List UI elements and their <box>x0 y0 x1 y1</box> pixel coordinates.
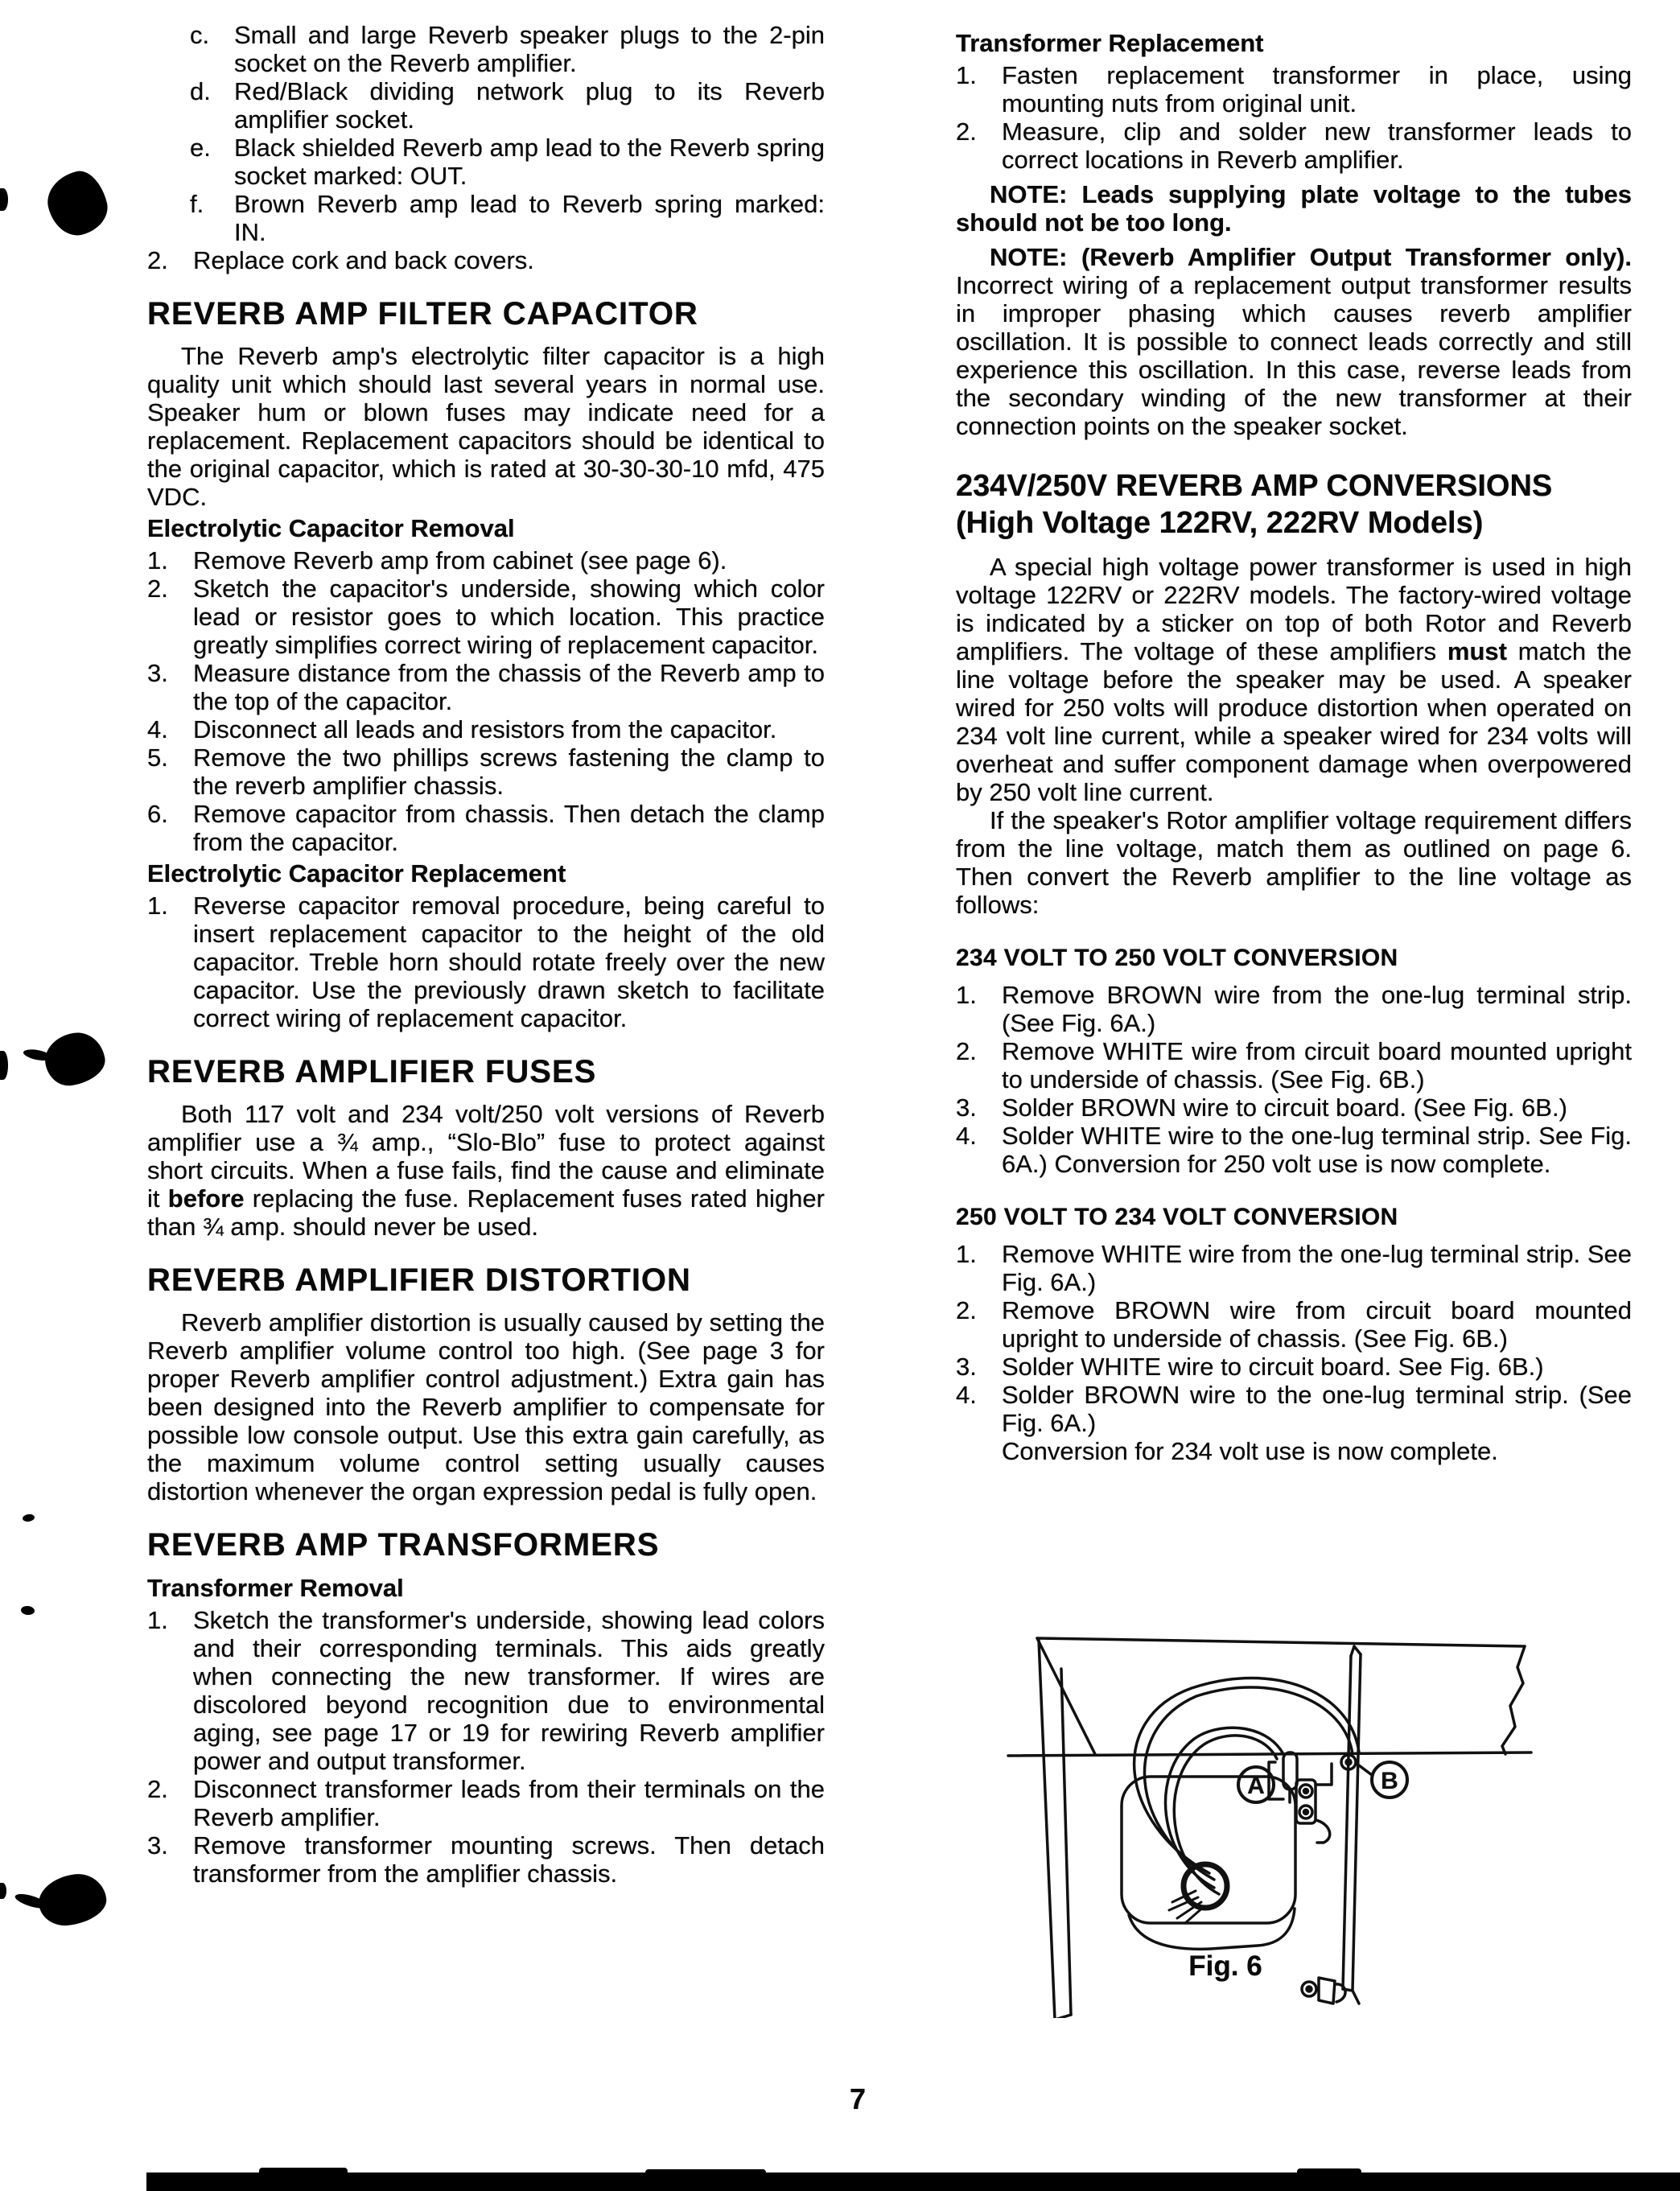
bold-word: must <box>1447 637 1507 665</box>
list-marker: 1. <box>956 61 977 89</box>
list-item <box>956 1381 1632 1437</box>
list-item-text: Remove the two phillips screws fastening the clamp to the reverb amplifier chassis. <box>193 743 825 800</box>
subsection-heading: Transformer Removal <box>147 1574 404 1602</box>
section-heading: REVERB AMPLIFIER DISTORTION <box>147 1262 691 1298</box>
list-item-text: Sketch the transformer's underside, showing lead colors and their corresponding terminals. This aids greatly when connecting the new transformer. If wires are discolored beyond recognition due to environmental aging, see page 17 or 19 for rewiring Reverb amplifier power and output transformer. <box>193 1606 825 1775</box>
list-item-text: Remove Reverb amp from cabinet (see page 6). <box>193 546 727 575</box>
list-item <box>147 190 825 246</box>
list-item-text: Remove BROWN wire from the one-lug terminal strip. (See Fig. 6A.) <box>1002 981 1632 1037</box>
list-item-text: Solder BROWN wire to the one-lug terminal strip. (See Fig. 6A.) <box>1002 1381 1632 1437</box>
figure-caption: Fig. 6 <box>1188 1950 1262 1982</box>
list-item-text: Remove WHITE wire from the one-lug terminal strip. See Fig. 6A.) <box>1002 1240 1632 1296</box>
paragraph-text: match the line voltage before the speaker may be used. A speaker wired for 250 volts will produce distortion when operated on 234 volt line current, while a speaker wired for 234 volts will overheat and suffer component damage when overpowered by 250 volt line current. <box>956 637 1632 806</box>
list-marker: 2. <box>147 575 168 603</box>
list-item <box>956 1037 1632 1093</box>
list-marker: 2. <box>147 1775 168 1803</box>
list-marker: e. <box>190 134 211 162</box>
subsection-heading: Electrolytic Capacitor Removal <box>147 514 515 542</box>
procedure-heading: 234 VOLT TO 250 VOLT CONVERSION <box>956 945 1398 971</box>
list-item-text: Remove capacitor from chassis. Then detach the clamp from the capacitor. <box>193 800 825 856</box>
list-marker: 4. <box>147 715 168 743</box>
list-marker: 2. <box>147 246 168 274</box>
paragraph <box>147 1100 825 1241</box>
page-number: 7 <box>849 2082 867 2115</box>
list-marker: 3. <box>956 1353 977 1381</box>
label-b: B <box>1381 1768 1398 1794</box>
one-lug-terminal-strip <box>1269 1752 1332 1843</box>
list-marker: 4. <box>956 1122 977 1150</box>
list-marker: 1. <box>147 1606 168 1634</box>
list-item <box>956 1353 1632 1381</box>
figure-6 <box>1000 1632 1547 2018</box>
right-column <box>956 26 1632 1465</box>
list-marker: 2. <box>956 1296 977 1324</box>
section-heading: REVERB AMP FILTER CAPACITOR <box>147 296 698 332</box>
list-marker: 1. <box>147 546 168 575</box>
scan-edge-bump <box>645 2169 766 2174</box>
paragraph: The Reverb amp's electrolytic filter capacitor is a high quality unit which should last several years in normal use. Speaker hum or blown fuses may indicate need for a replacement. Replacement capacitors should be identical to the original capacitor, which is rated at 30-30-30-10 mfd, 475 VDC. <box>147 342 825 511</box>
list-item <box>956 981 1632 1037</box>
list-marker: 3. <box>147 1831 168 1859</box>
list-item-text: Brown Reverb amp lead to Reverb spring marked: IN. <box>234 190 825 246</box>
list-item <box>147 743 825 800</box>
list-item <box>147 1831 825 1888</box>
list-item <box>147 800 825 856</box>
list-marker: 2. <box>956 117 977 146</box>
section-heading: REVERB AMP TRANSFORMERS <box>147 1527 660 1563</box>
list-item-text: Disconnect all leads and resistors from the capacitor. <box>193 715 777 743</box>
list-item <box>956 1296 1632 1353</box>
list-item-text: Reverse capacitor removal procedure, being careful to insert replacement capacitor to the height of the old capacitor. Treble horn should rotate freely over the new capacitor. Use the previously drawn sketch to facilitate correct wiring of replacement capacitor. <box>193 892 825 1032</box>
list-item-text: Fasten replacement transformer in place, using mounting nuts from original unit. <box>1002 61 1632 117</box>
list-item <box>147 715 825 743</box>
ink-speck <box>22 1514 35 1522</box>
note-text: Incorrect wiring of a replacement output transformer results in improper phasing which causes reverb amplifier oscillation. It is possible to connect leads correctly and still experience this oscillation. In this case, reverse leads from the secondary winding of the new transformer at their connection points on the speaker socket. <box>956 271 1632 440</box>
list-item <box>147 659 825 715</box>
list-marker: 5. <box>147 743 168 772</box>
list-marker: 1. <box>956 1240 977 1268</box>
list-item <box>147 1606 825 1775</box>
section-heading <box>956 467 1632 542</box>
list-item <box>147 575 825 659</box>
list-item-text: Disconnect transformer leads from their terminals on the Reverb amplifier. <box>193 1775 825 1831</box>
list-item-text: Sketch the capacitor's underside, showing which color lead or resistor goes to which location. This practice greatly simplifies correct wiring of replacement capacitor. <box>193 575 825 659</box>
paragraph-text: A special high voltage power transformer is used in high voltage 122RV or 222RV models. The factory-wired voltage is indicated by a sticker on top of both Rotor and Reverb amplifiers. The voltage of these amplifiers <box>956 553 1632 665</box>
list-item-text: Remove BROWN wire from circuit board mounted upright to underside of chassis. (See Fig. 6B.) <box>1002 1296 1632 1353</box>
ink-speck <box>20 1605 35 1616</box>
list-item <box>956 1240 1632 1296</box>
list-marker: 3. <box>147 659 168 687</box>
note-paragraph <box>956 180 1632 237</box>
list-marker: c. <box>190 21 210 49</box>
list-item-text: Measure, clip and solder new transformer leads to correct locations in Reverb amplifier. <box>1002 117 1632 174</box>
list-item <box>956 1093 1632 1122</box>
list-item <box>147 892 825 1032</box>
label-a: A <box>1247 1773 1265 1799</box>
list-item <box>147 21 825 77</box>
cable-to-terminal-a <box>1166 1728 1283 1894</box>
list-item-text: Solder BROWN wire to circuit board. (See Fig. 6B.) <box>1002 1093 1567 1122</box>
list-item-text: Measure distance from the chassis of the Reverb amp to the top of the capacitor. <box>193 659 825 715</box>
subsection-heading: Electrolytic Capacitor Replacement <box>147 859 566 888</box>
subsection-heading: Transformer Replacement <box>956 29 1264 57</box>
ink-speck <box>0 188 8 211</box>
scan-edge-bump <box>1297 2168 1361 2174</box>
list-item-text: Solder WHITE wire to circuit board. See Fig. 6B.) <box>1002 1353 1544 1381</box>
ink-blob-bottom <box>36 1871 109 1929</box>
list-item-text: Red/Black dividing network plug to its Reverb amplifier socket. <box>234 77 825 134</box>
list-item-text: Solder WHITE wire to the one-lug terminal strip. See Fig. 6A.) Conversion for 250 volt use is now complete. <box>1002 1122 1632 1178</box>
note-lead: NOTE: (Reverb Amplifier Output Transformer only). <box>990 243 1632 271</box>
section-heading-line1: 234V/250V REVERB AMP CONVERSIONS <box>956 469 1553 503</box>
paragraph-text: replacing the fuse. Replacement fuses rated higher than ¾ amp. should never be used. <box>147 1184 825 1241</box>
list-item <box>956 61 1632 117</box>
paragraph <box>956 553 1632 806</box>
ink-speck <box>0 1051 8 1080</box>
note-text: NOTE: Leads supplying plate voltage to the tubes should not be too long. <box>956 180 1632 237</box>
list-marker: d. <box>190 77 211 105</box>
list-item <box>956 1122 1632 1178</box>
list-marker: 1. <box>147 892 168 920</box>
closing-line: Conversion for 234 volt use is now complete. <box>1002 1437 1498 1465</box>
ink-blob-top <box>42 166 113 241</box>
list-item <box>147 77 825 134</box>
scan-edge-bar <box>146 2172 1680 2191</box>
list-item <box>956 117 1632 174</box>
section-heading-line2: (High Voltage 122RV, 222RV Models) <box>956 506 1484 540</box>
list-item-text: Black shielded Reverb amp lead to the Reverb spring socket marked: OUT. <box>234 134 825 190</box>
list-item <box>147 1775 825 1831</box>
list-marker: 4. <box>956 1381 977 1409</box>
list-item-text: Small and large Reverb speaker plugs to the 2-pin socket on the Reverb amplifier. <box>234 21 825 77</box>
list-marker: 1. <box>956 981 977 1009</box>
procedure-heading: 250 VOLT TO 234 VOLT CONVERSION <box>956 1204 1398 1230</box>
note-paragraph <box>956 243 1632 440</box>
list-marker: 2. <box>956 1037 977 1065</box>
list-marker: f. <box>190 190 204 218</box>
paragraph-text: Both 117 volt and 234 volt/250 volt versions of Reverb amplifier use a ¾ amp., “Slo-Blo” fuse to protect against short circuits. When a fuse fails, find the cause and eliminate it <box>147 1100 825 1213</box>
list-item <box>147 134 825 190</box>
ink-speck <box>0 1883 6 1899</box>
list-item-text: Remove transformer mounting screws. Then detach transformer from the amplifier chassis. <box>193 1831 825 1888</box>
callout-b <box>1359 1762 1407 1798</box>
list-marker: 6. <box>147 800 168 828</box>
list-item-text: Replace cork and back covers. <box>193 246 534 274</box>
paragraph: Reverb amplifier distortion is usually caused by setting the Reverb amplifier volume control too high. (See page 3 for proper Reverb amplifier control adjustment.) Extra gain has been designed into the Reverb amplifier to compensate for possible low console output. Use this extra gain carefully, as the maximum volume control setting usually causes distortion whenever the organ expression pedal is fully open. <box>147 1308 825 1505</box>
bold-word: before <box>167 1184 245 1213</box>
ink-blob-middle <box>41 1029 108 1089</box>
left-column <box>147 21 825 1888</box>
scan-edge-bump <box>259 2168 348 2174</box>
list-item <box>147 246 825 274</box>
section-heading: REVERB AMPLIFIER FUSES <box>147 1054 597 1089</box>
list-item <box>147 546 825 575</box>
list-marker: 3. <box>956 1093 977 1122</box>
paragraph: If the speaker's Rotor amplifier voltage requirement differs from the line voltage, match them as outlined on page 6. Then convert the Reverb amplifier to the line voltage as follows: <box>956 806 1632 919</box>
list-item-text: Remove WHITE wire from circuit board mounted upright to underside of chassis. (See Fig. 6B.) <box>1002 1037 1632 1093</box>
